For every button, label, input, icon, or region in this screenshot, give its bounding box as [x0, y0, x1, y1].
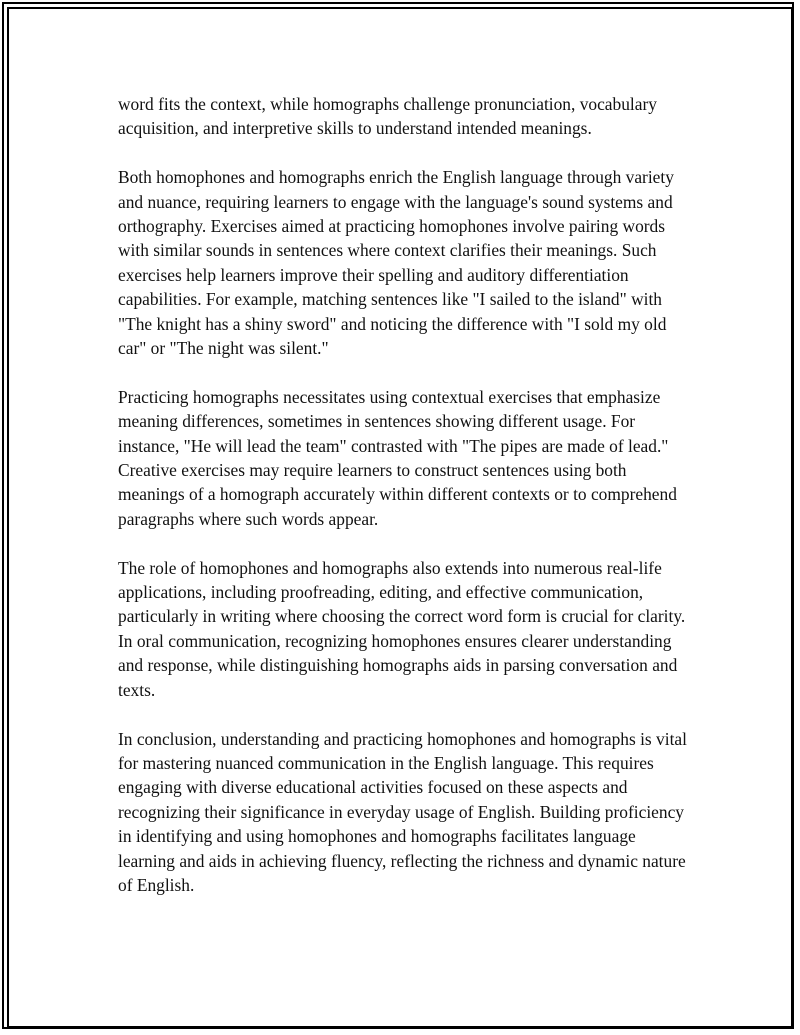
- paragraph-4: The role of homophones and homographs also extends into numerous real-life applications, including proofreading, editing, and effective communication, particularly in writing where choosing the correct word form is crucial for clarity. In oral communication, recognizing homophones ensures clearer understanding and response, while distinguishing homographs aids in parsing conversation and texts.: [118, 557, 686, 700]
- paragraph-3: Practicing homographs necessitates using contextual exercises that emphasize meaning differences, sometimes in sentences showing different usage. For instance, "He will lead the team" contrasted with "The pipes are made of lead." Creative exercises may require learners to construct sentences using both meanings of a homograph accurately within different contexts or to comprehend paragraphs where such words appear.: [118, 386, 677, 529]
- paragraph-2: Both homophones and homographs enrich the English language through variety and nuance, requiring learners to engage with the language's sound systems and orthography. Exercises aimed at practicing homophones involve pairing words with similar sounds in sentences where context clarifies their meanings. Such exercises help learners improve their spelling and auditory differentiation capabilities. For example, matching sentences like "I sailed to the island" with "The knight has a shiny sword" and noticing the difference with "I sold my old car" or "The night was silent.": [118, 167, 674, 359]
- paragraph-5: In conclusion, understanding and practicing homophones and homographs is vital for mastering nuanced communication in the English language. This requires engaging with diverse educational activities focused on these aspects and recognizing their significance in everyday usage of English. Building proficiency in identifying and using homophones and homographs facilitates language learning and aids in achieving fluency, reflecting the richness and dynamic nature of English.: [118, 728, 687, 895]
- paragraph-1: word fits the context, while homographs challenge pronunciation, vocabulary acquisition, and interpretive skills to understand intended meanings.: [118, 94, 657, 139]
- document-body: [118, 92, 693, 922]
